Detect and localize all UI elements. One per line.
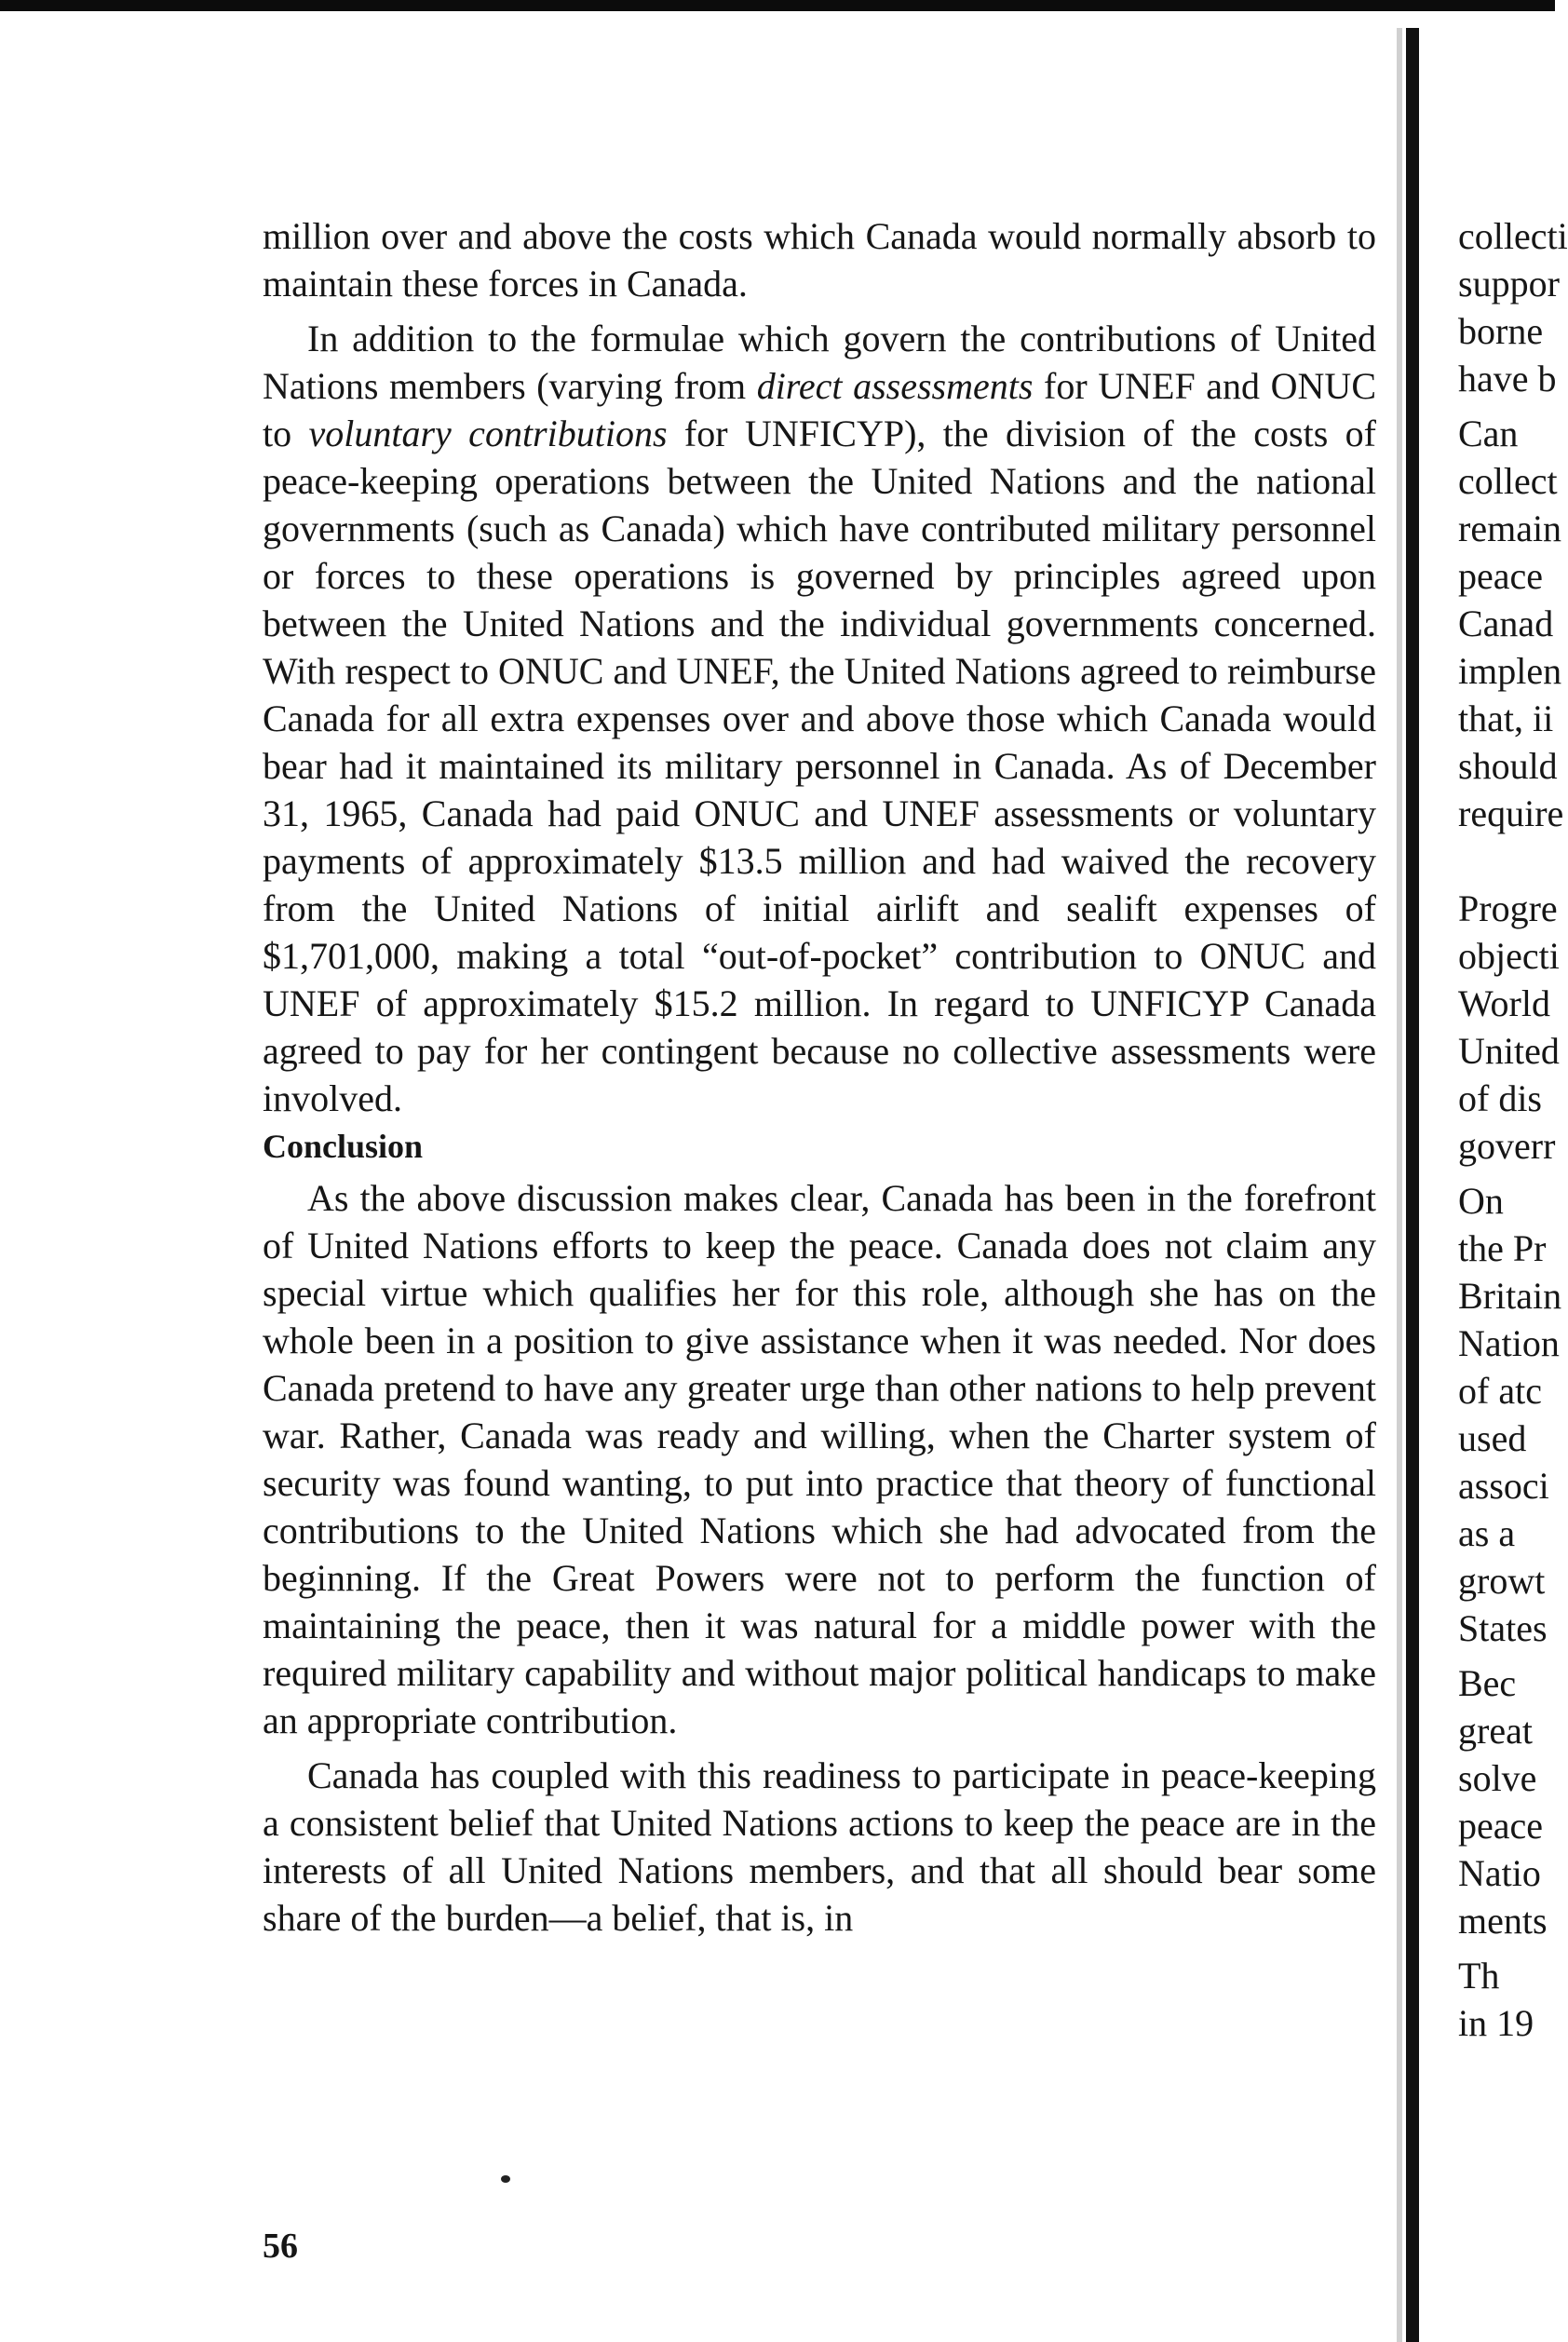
- right-page-line: Britain: [1458, 1275, 1562, 1317]
- right-page-line: collect: [1458, 460, 1558, 502]
- right-page-line: suppor: [1458, 263, 1560, 305]
- right-page-line: that, ii: [1458, 697, 1554, 739]
- right-page-line: of dis: [1458, 1077, 1542, 1119]
- right-page-line: associ: [1458, 1465, 1549, 1507]
- right-page-line: as a: [1458, 1512, 1516, 1554]
- book-gutter-divider: [1406, 28, 1419, 2342]
- right-page-line: States: [1458, 1607, 1548, 1649]
- paragraph-2-text-b: for UNEF and ONUC to: [263, 365, 1376, 454]
- right-page-line: Nation: [1458, 1322, 1560, 1364]
- binding-shadow: [1397, 28, 1402, 2342]
- direct-assessments-emphasis: direct assessments: [756, 365, 1034, 407]
- right-page-line: require: [1458, 792, 1564, 834]
- page-number: 56: [263, 2227, 298, 2266]
- right-page-line: in 19: [1458, 2002, 1534, 2044]
- right-page-line: implen: [1458, 650, 1562, 692]
- right-page-line: ments: [1458, 1900, 1548, 1942]
- right-page-line: Can: [1458, 413, 1519, 454]
- right-page-line: Th: [1458, 1955, 1500, 1997]
- right-page-line: growt: [1458, 1560, 1546, 1602]
- scan-top-border: [0, 0, 1555, 11]
- right-page-line: peace: [1458, 1805, 1544, 1847]
- right-page-line: have b: [1458, 358, 1557, 399]
- ink-speck: [501, 2175, 510, 2183]
- right-page-line: Natio: [1458, 1852, 1541, 1894]
- right-page-line: of atc: [1458, 1370, 1542, 1412]
- right-page-line: borne: [1458, 310, 1544, 352]
- right-page-line: United: [1458, 1030, 1560, 1072]
- paragraph-1: million over and above the costs which Canada would normally absorb to maintain these forces in Canada.: [263, 215, 1376, 305]
- right-page-line: collecti: [1458, 215, 1568, 257]
- right-page-line: remain: [1458, 508, 1562, 549]
- right-page-line: World: [1458, 982, 1550, 1024]
- right-page-line: solve: [1458, 1757, 1537, 1799]
- voluntary-contributions-emphasis: voluntary contributions: [308, 413, 668, 454]
- right-page-line: Bec: [1458, 1662, 1517, 1704]
- right-page-line: the Pr: [1458, 1227, 1547, 1269]
- section-heading-conclusion: Conclusion: [263, 1128, 424, 1165]
- paragraph-2-text-c: for UNFICYP), the division of the costs of peace-keeping operations between the United Nations and the national governments (such as Canada) which have contributed military personnel or forces to these operations is governed by principles agreed upon between the United Nations and the individual governments concerned. With respect to ONUC and UNEF, the United Nations agreed to reimburse Canada for all extra expenses over and above those which Canada would bear had it maintained its military personnel in Canada. As of December 31, 1965, Canada had paid ONUC and UNEF assessments or voluntary payments of approximately $13.5 million and had waived the recovery from the United Nations of initial airlift and sealift expenses of $1,701,000, making a total “out-of-pocket” contribution to ONUC and UNEF of approximately $15.2 million. In regard to UNFICYP Canada agreed to pay for her contingent because no collective assessments were involved.: [263, 413, 1376, 1119]
- right-page-line: should: [1458, 745, 1558, 787]
- right-page-line: great: [1458, 1710, 1533, 1752]
- right-page-line: peace: [1458, 555, 1544, 597]
- right-page-line: used: [1458, 1417, 1527, 1459]
- right-page-line: On: [1458, 1180, 1504, 1222]
- right-page-line: objecti: [1458, 935, 1560, 977]
- paragraph-2: [263, 315, 1376, 1122]
- left-page-column: [263, 212, 1376, 1942]
- right-page-line: Progre: [1458, 887, 1558, 929]
- right-page-fragment: [1458, 212, 1568, 2075]
- right-page-line: Canad: [1458, 602, 1554, 644]
- paragraph-3: As the above discussion makes clear, Canada has been in the forefront of United Nations efforts to keep the peace. Canada does not claim any special virtue which qualifies her for this role, although she has on the whole been in a position to give assistance when it was needed. Nor does Canada pretend to have any greater urge than other nations to help prevent war. Rather, Canada was ready and willing, when the Charter system of security was found wanting, to put into practice that theory of functional contributions to the United Nations which she had advocated from the beginning. If the Great Powers were not to perform the function of maintaining the peace, then it was natural for a middle power with the required military capability and without major political handicaps to make an appropriate contribution.: [263, 1177, 1376, 1741]
- right-page-line: goverr: [1458, 1125, 1556, 1167]
- paragraph-2-text-a: In addition to the formulae which govern the contributions of United Nations members (varying from: [263, 318, 1376, 407]
- paragraph-4: Canada has coupled with this readiness to participate in peace-keeping a consistent belief that United Nations actions to keep the peace are in the interests of all United Nations members, and that all should bear some share of the burden—a belief, that is, in: [263, 1754, 1376, 1939]
